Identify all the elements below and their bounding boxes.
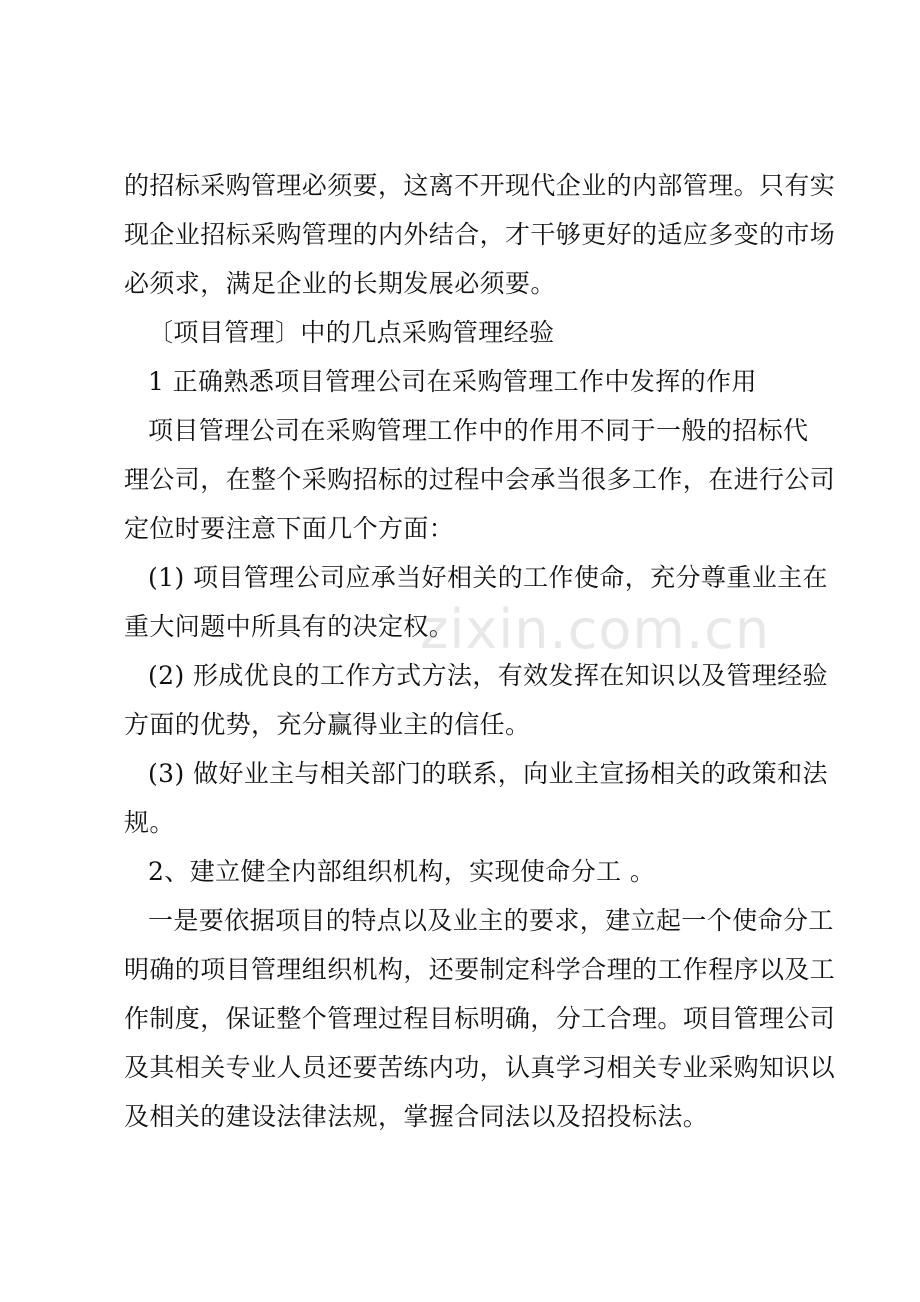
watermark: zixin.com.cn [420,598,771,661]
paragraph-line-17: 明确的项目管理组织机构，还要制定科学合理的工作程序以及工 [124,955,836,984]
paragraph-line-8: 定位时要注意下面几个方面： [124,514,455,543]
paragraph-line-3: 必须求，满足企业的长期发展必须要。 [124,269,556,298]
list-item-2-line-1: (2) 形成优良的工作方式方法，有效发挥在知识以及管理经验 [148,661,828,690]
section-heading: 〔项目管理〕中的几点采购管理经验 [148,318,555,347]
paragraph-line-20: 及相关的建设法律法规，掌握合同法以及招投标法。 [124,1102,709,1131]
list-item-1-line-1: (1) 项目管理公司应承当好相关的工作使命，充分尊重业主在 [148,563,828,592]
list-item-3-line-1: (3) 做好业主与相关部门的联系，向业主宣扬相关的政策和法 [148,759,828,788]
subheading-1: 1 正确熟悉项目管理公司在采购管理工作中发挥的作用 [148,367,757,396]
subheading-2: 2、建立健全内部组织机构，实现使命分工 。 [148,857,656,886]
paragraph-line-2: 现企业招标采购管理的内外结合，才干够更好的适应多变的市场 [124,220,836,249]
list-item-3-line-2: 规。 [124,808,175,837]
list-item-2-line-2: 方面的优势，充分赢得业主的信任。 [124,710,531,739]
paragraph-line-16: 一是要依据项目的特点以及业主的要求，建立起一个使命分工 [148,906,834,935]
paragraph-line-18: 作制度，保证整个管理过程目标明确，分工合理。项目管理公司 [124,1004,836,1033]
paragraph-line-1: 的招标采购管理必须要，这离不开现代企业的内部管理。只有实 [124,171,836,200]
list-item-1-line-2: 重大问题中所具有的决定权。 [124,612,455,641]
paragraph-line-6: 项目管理公司在采购管理工作中的作用不同于一般的招标代 [148,416,809,445]
paragraph-line-19: 及其相关专业人员还要苦练内功，认真学习相关专业采购知识以 [124,1053,836,1082]
paragraph-line-7: 理公司，在整个采购招标的过程中会承当很多工作，在进行公司 [124,465,836,494]
